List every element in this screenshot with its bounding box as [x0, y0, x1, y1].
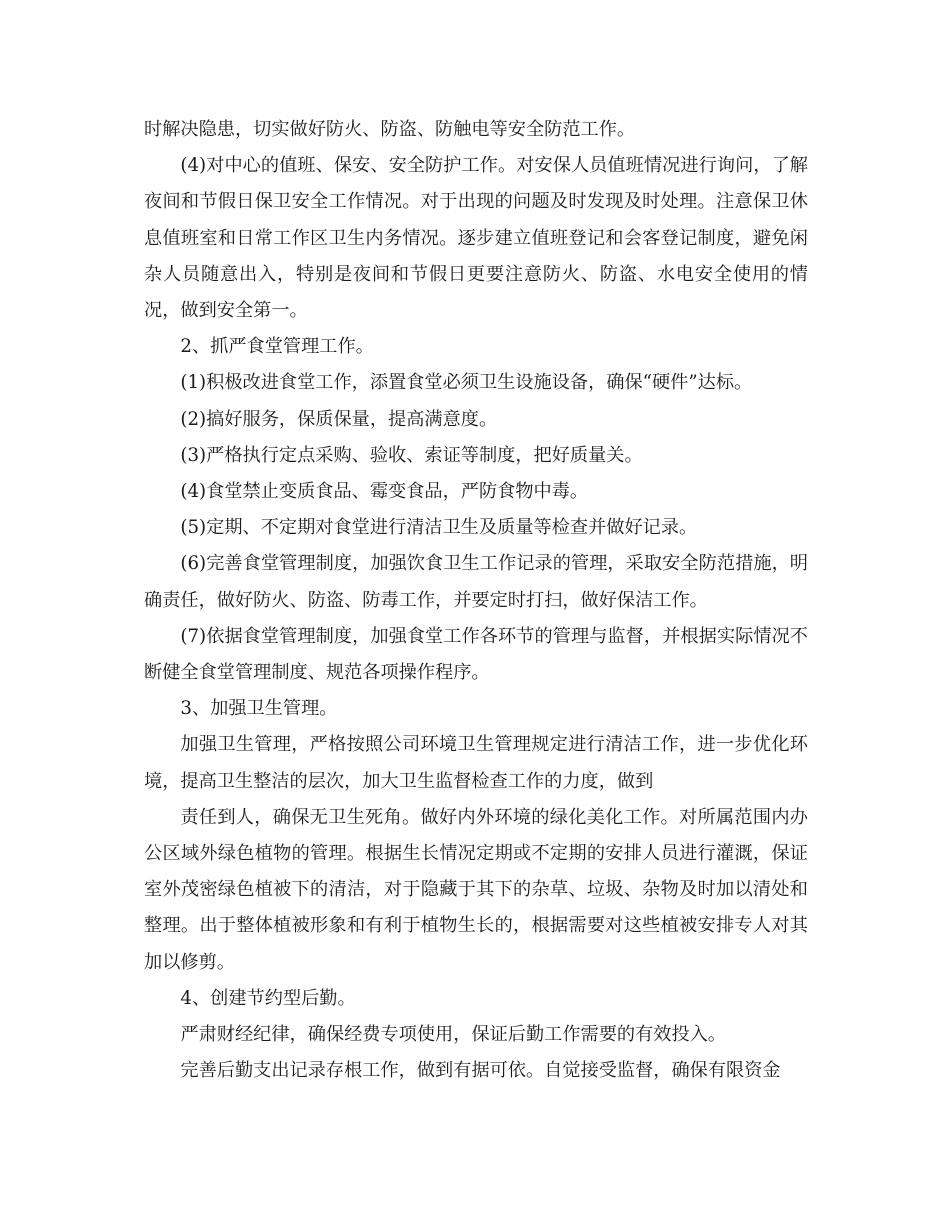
paragraph-logistics-1: 严肃财经纪律，确保经费专项使用，保证后勤工作需要的有效投入。 [180, 1024, 727, 1046]
section-heading-canteen: 2、抓严食堂管理工作。 [180, 336, 374, 358]
paragraph-hygiene-2: 责任到人，确保无卫生死角。做好内外环境的绿化美化工作。对所属范围内办公区域外绿色植物的管理。根据生长情况定期或不定期的安排人员进行灌溉，保证室外茂密绿色植被下的清洁，对于隐藏于其下的杂草、垃圾、杂物及时加以清处和整理。出于整体植被形象和有利于植物生长的，根据需要对这些植被安排专人对其加以修剪。 [144, 806, 808, 973]
paragraph-hygiene-1: 加强卫生管理，严格按照公司环境卫生管理规定进行清洁工作，进一步优化环境，提高卫生整洁的层次，加大卫生监督检查工作的力度，做到 [144, 734, 808, 792]
list-item-canteen-2: (2)搞好服务，保质保量，提高满意度。 [180, 408, 498, 430]
list-item-canteen-5: (5)定期、不定期对食堂进行清洁卫生及质量等检查并做好记录。 [180, 517, 698, 539]
list-item-canteen-7: (7)依据食堂管理制度，加强食堂工作各环节的管理与监督，并根据实际情况不断健全食堂管理制度、规范各项操作程序。 [144, 625, 808, 684]
document-body [144, 112, 808, 1089]
paragraph-security-duty: (4)对中心的值班、保安、安全防护工作。对安保人员值班情况进行询问，了解夜间和节假日保卫安全工作情况。对于出现的问题及时发现及时处理。注意保卫休息值班室和日常工作区卫生内务情况。逐步建立值班登记和会客登记制度，避免闲杂人员随意出入，特别是夜间和节假日更要注意防火、防盗、水电安全使用的情况，做到安全第一。 [144, 155, 808, 322]
section-heading-hygiene: 3、加强卫生管理。 [180, 698, 338, 720]
paragraph-continuation: 时解决隐患，切实做好防火、防盗、防触电等安全防范工作。 [144, 119, 636, 140]
section-heading-logistics: 4、创建节约型后勤。 [180, 987, 356, 1009]
list-item-canteen-4: (4)食堂禁止变质食品、霉变食品，严防食物中毒。 [180, 481, 589, 503]
list-item-canteen-1: (1)积极改进食堂工作，添置食堂必须卫生设施设备，确保“硬件”达标。 [180, 372, 753, 394]
list-item-canteen-3: (3)严格执行定点采购、验收、索证等制度，把好质量关。 [180, 444, 643, 466]
paragraph-logistics-2: 完善后勤支出记录存根工作，做到有据可依。自觉接受监督，确保有限资金 [180, 1060, 781, 1082]
list-item-canteen-6: (6)完善食堂管理制度，加强饮食卫生工作记录的管理，采取安全防范措施，明确责任，做好防火、防盗、防毒工作，并要定时打扫，做好保洁工作。 [144, 553, 808, 611]
